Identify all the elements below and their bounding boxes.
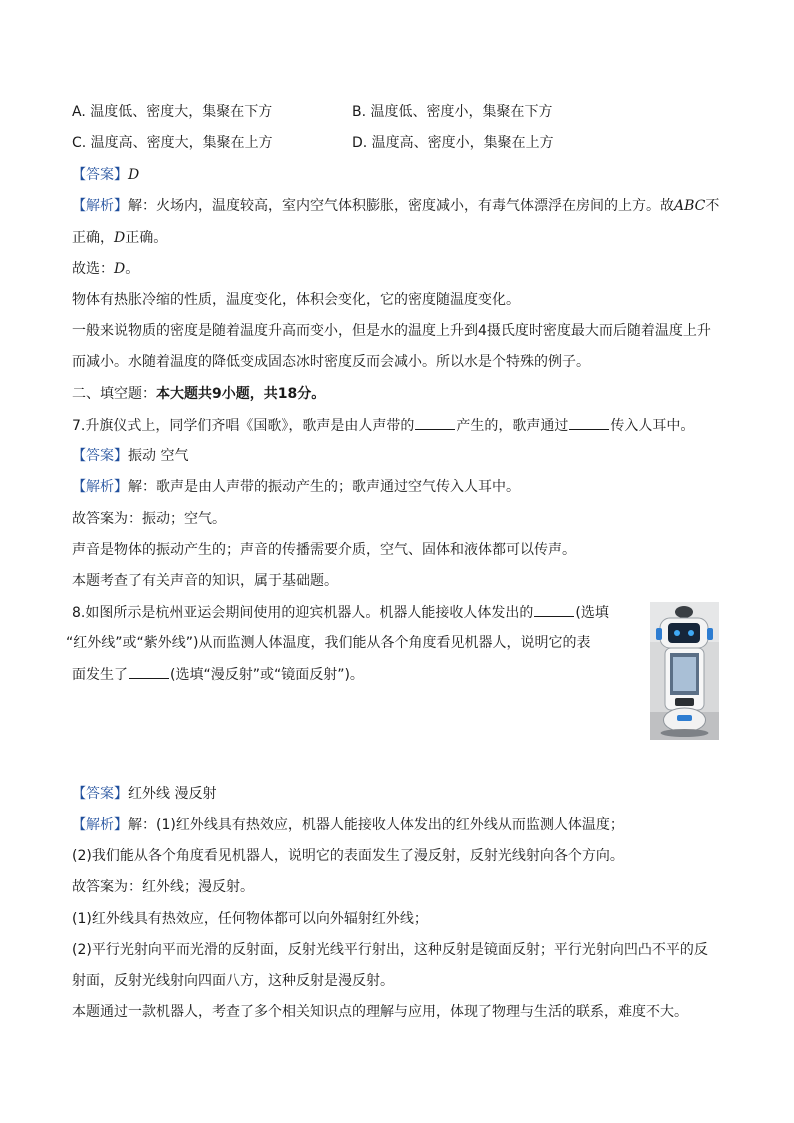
option-a: A. 温度低、密度大，集聚在下方 bbox=[72, 104, 273, 120]
analysis-italic: ABC bbox=[674, 198, 706, 214]
q6-choose-line bbox=[72, 259, 139, 279]
analysis-text: 解：火场内，温度较高，室内空气体积膨胀，密度减小，有毒气体漂浮在房间的上方。故 bbox=[128, 198, 674, 214]
q8-note-3: 射面，反射光线射向四面八方，这种反射是漫反射。 bbox=[72, 973, 394, 989]
answer-value: 振动 空气 bbox=[128, 448, 189, 464]
answer-tag: 【答案】 bbox=[72, 448, 128, 464]
answer-blank bbox=[569, 415, 609, 430]
analysis-tag: 【解析】 bbox=[72, 479, 128, 495]
option-b: B. 温度低、密度小，集聚在下方 bbox=[352, 104, 553, 120]
section-count: 9 bbox=[212, 386, 222, 402]
choose-text: 故选： bbox=[72, 261, 114, 277]
analysis-text: 正确。 bbox=[125, 230, 168, 246]
section-text: 小题，共 bbox=[221, 386, 278, 402]
robot-image bbox=[650, 602, 719, 740]
q8-stem-1 bbox=[72, 602, 609, 623]
analysis-text: 解：歌声是由人声带的振动产生的；歌声通过空气传入人耳中。 bbox=[128, 479, 520, 495]
q8-note-1: (1)红外线具有热效应，任何物体都可以向外辐射红外线； bbox=[72, 911, 428, 927]
answer-value: D bbox=[128, 167, 140, 183]
q7-stem-text: 7.升旗仪式上，同学们齐唱《国歌》，歌声是由人声带的 bbox=[72, 418, 415, 434]
q8-analysis-line-2: (2)我们能从各个角度看见机器人，说明它的表面发生了漫反射，反射光线射向各个方向。 bbox=[72, 848, 624, 864]
q6-analysis-line-1 bbox=[72, 196, 719, 216]
q6-answer-line bbox=[72, 165, 139, 185]
q6-note-3: 而减小。水随着温度的降低变成固态冰时密度反而会减小。所以水是个特殊的例子。 bbox=[72, 354, 590, 370]
q7-stem-text: 产生的，歌声通过 bbox=[456, 418, 569, 434]
q7-stem bbox=[72, 415, 694, 436]
q6-note-2: 一般来说物质的密度是随着温度升高而变小，但是水的温度上升到4摄氏度时密度最大而后随着温度上升 bbox=[72, 323, 711, 339]
answer-blank bbox=[415, 415, 455, 430]
q7-analysis-line bbox=[72, 477, 520, 497]
q6-note-1: 物体有热胀冷缩的性质，温度变化，体积会变化，它的密度随温度变化。 bbox=[72, 292, 520, 308]
q7-stem-text: 传入人耳中。 bbox=[610, 418, 695, 434]
q7-note-2: 本题考查了有关声音的知识，属于基础题。 bbox=[72, 573, 338, 589]
q8-final: 故答案为：红外线；漫反射。 bbox=[72, 879, 254, 895]
analysis-tag: 【解析】 bbox=[72, 198, 128, 214]
q8-answer-line bbox=[72, 784, 216, 804]
option-c: C. 温度高、密度大，集聚在上方 bbox=[72, 135, 273, 151]
q8-note-2: (2)平行光射向平而光滑的反射面，反射光线平行射出，这种反射是镜面反射；平行光射向凹凸不平的反 bbox=[72, 942, 708, 958]
q7-final: 故答案为：振动；空气。 bbox=[72, 511, 226, 527]
section-score: 18 bbox=[277, 386, 298, 402]
analysis-text: 正确， bbox=[72, 230, 114, 246]
answer-tag: 【答案】 bbox=[72, 786, 128, 802]
choose-text: 。 bbox=[125, 261, 140, 277]
q7-note-1: 声音是物体的振动产生的；声音的传播需要介质，空气、固体和液体都可以传声。 bbox=[72, 542, 576, 558]
analysis-text: 解：(1)红外线具有热效应，机器人能接收人体发出的红外线从而监测人体温度； bbox=[128, 817, 624, 833]
choose-value: D bbox=[114, 261, 126, 277]
q8-analysis-line-1 bbox=[72, 815, 624, 835]
q7-answer-line bbox=[72, 446, 188, 466]
option-d: D. 温度高、密度小，集聚在上方 bbox=[352, 135, 554, 151]
q8-stem-3 bbox=[72, 664, 364, 685]
answer-value: 红外线 漫反射 bbox=[128, 786, 217, 802]
answer-tag: 【答案】 bbox=[72, 167, 128, 183]
analysis-text: 不 bbox=[705, 198, 720, 214]
section-prefix: 二、填空题： bbox=[72, 386, 156, 402]
section-text: 分。 bbox=[297, 386, 326, 402]
q6-analysis-line-2 bbox=[72, 228, 167, 248]
section-heading bbox=[72, 384, 325, 404]
q8-stem-text: 面发生了 bbox=[72, 667, 128, 683]
q8-stem-text: (选填 bbox=[575, 605, 609, 621]
answer-blank bbox=[129, 664, 169, 679]
q8-stem-text: (选填“漫反射”或“镜面反射”)。 bbox=[170, 667, 364, 683]
analysis-italic: D bbox=[114, 230, 126, 246]
q8-stem-2: “红外线”或“紫外线”)从而监测人体温度，我们能从各个角度看见机器人，说明它的表 bbox=[66, 635, 591, 651]
q8-note-4: 本题通过一款机器人，考查了多个相关知识点的理解与应用，体现了物理与生活的联系，难度不大。 bbox=[72, 1004, 688, 1020]
q8-stem-text: 8.如图所示是杭州亚运会期间使用的迎宾机器人。机器人能接收人体发出的 bbox=[72, 605, 534, 621]
answer-blank bbox=[534, 602, 574, 617]
analysis-tag: 【解析】 bbox=[72, 817, 128, 833]
section-text: 本大题共 bbox=[156, 386, 212, 402]
